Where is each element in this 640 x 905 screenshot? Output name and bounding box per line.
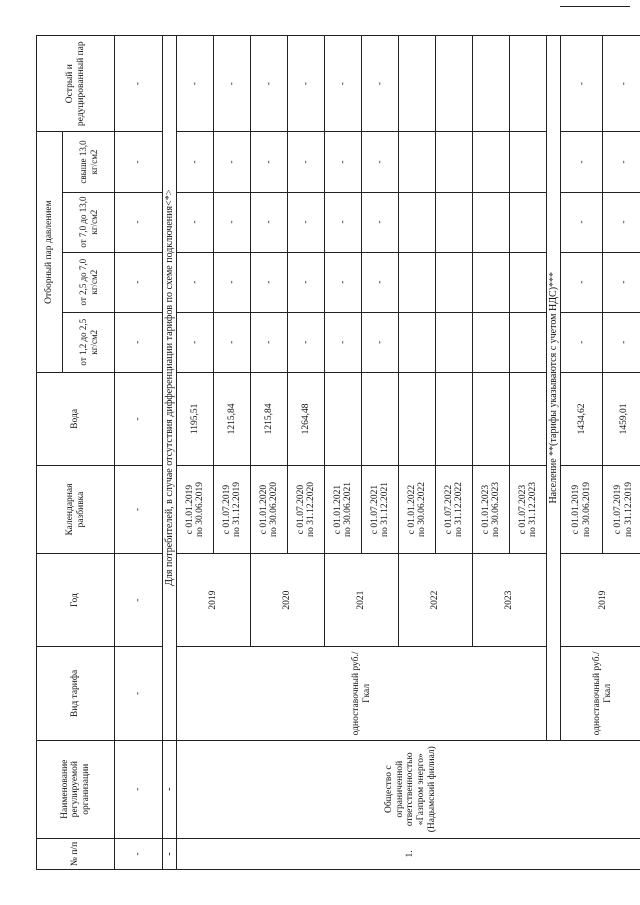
dash-cell: - <box>115 372 163 465</box>
org-name: Общество с ограниченной ответственностью «Газпром энерго» (Надымский филиал) <box>177 740 640 838</box>
water-value: 1459,01 <box>603 372 640 465</box>
empty-cell <box>473 312 510 372</box>
empty-cell <box>436 192 473 252</box>
year-cell: 2019 <box>177 554 251 647</box>
empty-cell <box>399 192 436 252</box>
dash-cell: - <box>214 252 251 312</box>
steam-sub-header: от 1,2 до 2,5 кг/см2 <box>63 312 115 372</box>
dash-cell: - <box>115 36 163 132</box>
col-num-header: № п/п <box>37 838 115 869</box>
dash-cell: - <box>362 132 399 192</box>
dash-cell: - <box>603 312 640 372</box>
year-cell: 2022 <box>399 554 473 647</box>
dash-cell: - <box>362 312 399 372</box>
water-value: 1215,84 <box>214 372 251 465</box>
empty-cell <box>473 132 510 192</box>
dash-cell: - <box>115 252 163 312</box>
water-value <box>510 372 547 465</box>
empty-cell <box>399 252 436 312</box>
water-value: 1215,84 <box>251 372 288 465</box>
col-year-header: Год <box>37 554 115 647</box>
dash-cell: - <box>177 252 214 312</box>
year-cell: 2023 <box>473 554 547 647</box>
dash-cell: - <box>115 554 163 647</box>
dash-cell: - <box>325 192 362 252</box>
dash-cell: - <box>325 312 362 372</box>
period-cell: с 01.01.2019 по 30.06.2019 <box>561 466 603 554</box>
col-period-header: Календарная разбивка <box>37 466 115 554</box>
dash-cell: - <box>115 740 163 838</box>
dash-cell: - <box>362 252 399 312</box>
rotated-tariff-table <box>36 35 634 870</box>
dash-cell: - <box>251 36 288 132</box>
dash-cell: - <box>177 36 214 132</box>
empty-cell <box>473 192 510 252</box>
empty-cell <box>473 252 510 312</box>
section-consumers: Для потребителей, в случае отсутствия дифференциации тарифов по схеме подключения<*> <box>163 36 177 741</box>
dash-cell: - <box>115 647 163 740</box>
col-org-header: Наименование регулируемой организации <box>37 740 115 838</box>
empty-cell <box>436 132 473 192</box>
empty-cell <box>436 312 473 372</box>
empty-cell <box>510 252 547 312</box>
steam-sub-header: от 7,0 до 13,0 кг/см2 <box>63 192 115 252</box>
table-row <box>115 36 163 870</box>
water-value <box>399 372 436 465</box>
dash-cell: - <box>251 312 288 372</box>
dash-cell: - <box>603 132 640 192</box>
dash-cell: - <box>561 192 603 252</box>
row-number: 1. <box>177 838 640 869</box>
dash-cell: - <box>325 132 362 192</box>
empty-cell <box>399 312 436 372</box>
period-cell: с 01.07.2023 по 31.12.2023 <box>510 466 547 554</box>
dash-cell: - <box>288 252 325 312</box>
period-cell: с 01.01.2019 по 30.06.2019 <box>177 466 214 554</box>
col-tariff-header: Вид тарифа <box>37 647 115 740</box>
empty-cell <box>510 132 547 192</box>
period-cell: с 01.01.2022 по 30.06.2022 <box>399 466 436 554</box>
dash-cell: - <box>362 192 399 252</box>
dash-cell: - <box>163 740 177 838</box>
year-cell: 2021 <box>325 554 399 647</box>
tariff-type: одноставочный руб./Гкал <box>177 647 547 740</box>
empty-cell <box>473 36 510 132</box>
section-row <box>163 36 177 870</box>
dash-cell: - <box>325 252 362 312</box>
empty-cell <box>399 132 436 192</box>
water-value: 1434,62 <box>561 372 603 465</box>
dash-cell: - <box>288 312 325 372</box>
dash-cell: - <box>288 132 325 192</box>
dash-cell: - <box>214 312 251 372</box>
period-cell: с 01.07.2021 по 31.12.2021 <box>362 466 399 554</box>
tariff-table <box>36 35 640 870</box>
dash-cell: - <box>561 36 603 132</box>
dash-cell: - <box>214 132 251 192</box>
water-value: 1195,51 <box>177 372 214 465</box>
corner-rule <box>560 6 630 7</box>
dash-cell: - <box>115 192 163 252</box>
empty-cell <box>510 312 547 372</box>
steam-sub-header: свыше 13,0 кг/см2 <box>63 132 115 192</box>
period-cell: с 01.01.2020 по 30.06.2020 <box>251 466 288 554</box>
dash-cell: - <box>603 192 640 252</box>
water-value <box>473 372 510 465</box>
dash-cell: - <box>362 36 399 132</box>
period-cell: с 01.07.2020 по 31.12.2020 <box>288 466 325 554</box>
period-cell: с 01.01.2023 по 30.06.2023 <box>473 466 510 554</box>
dash-cell: - <box>603 252 640 312</box>
water-value: 1264,48 <box>288 372 325 465</box>
period-cell: с 01.07.2019 по 31.12.2019 <box>214 466 251 554</box>
dash-cell: - <box>177 192 214 252</box>
tariff-type: одноставочный руб./Гкал <box>561 647 640 740</box>
water-value <box>362 372 399 465</box>
empty-cell <box>436 36 473 132</box>
dash-cell: - <box>561 132 603 192</box>
dash-cell: - <box>115 466 163 554</box>
dash-cell: - <box>325 36 362 132</box>
period-cell: с 01.07.2019 по 31.12.2019 <box>603 466 640 554</box>
dash-cell: - <box>288 192 325 252</box>
dash-cell: - <box>251 192 288 252</box>
dash-cell: - <box>288 36 325 132</box>
dash-cell: - <box>214 36 251 132</box>
dash-cell: - <box>251 132 288 192</box>
year-cell: 2020 <box>251 554 325 647</box>
empty-cell <box>399 36 436 132</box>
dash-cell: - <box>177 312 214 372</box>
dash-cell: - <box>214 192 251 252</box>
col-sharp-header: Острый и редуцированный пар <box>37 36 115 132</box>
empty-cell <box>510 192 547 252</box>
period-cell: с 01.01.2021 по 30.06.2021 <box>325 466 362 554</box>
dash-cell: - <box>115 312 163 372</box>
section-population: Население **(тарифы указываются с учетом НДС)*** <box>547 36 561 741</box>
empty-cell <box>436 252 473 312</box>
dash-cell: - <box>561 252 603 312</box>
year-cell: 2019 <box>561 554 640 647</box>
steam-sub-header: от 2,5 до 7,0 кг/см2 <box>63 252 115 312</box>
col-steam-header: Отборный пар давлением <box>37 132 63 372</box>
dash-cell: - <box>163 838 177 869</box>
dash-cell: - <box>177 132 214 192</box>
dash-cell: - <box>251 252 288 312</box>
dash-cell: - <box>603 36 640 132</box>
dash-cell: - <box>115 838 163 869</box>
water-value <box>325 372 362 465</box>
col-water-header: Вода <box>37 372 115 465</box>
empty-cell <box>510 36 547 132</box>
dash-cell: - <box>115 132 163 192</box>
table-row <box>177 36 214 870</box>
period-cell: с 01.07.2022 по 31.12.2022 <box>436 466 473 554</box>
dash-cell: - <box>561 312 603 372</box>
water-value <box>436 372 473 465</box>
